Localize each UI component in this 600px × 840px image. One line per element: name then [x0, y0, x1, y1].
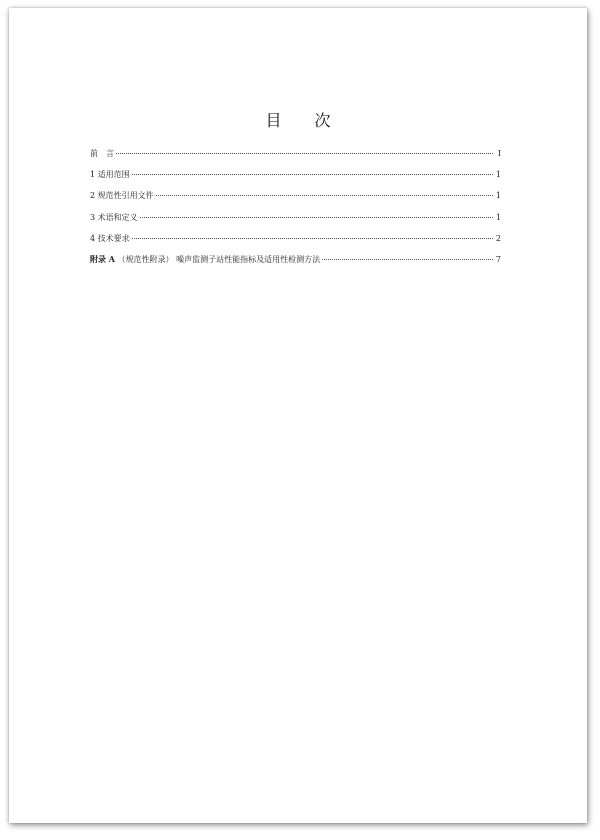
toc-entry-number: 附录 A — [90, 253, 115, 264]
dot-leader — [132, 238, 493, 239]
dot-leader — [322, 259, 493, 260]
dot-leader — [116, 153, 493, 154]
toc-title: 目 次 — [265, 111, 345, 130]
toc-page-number: 1 — [495, 170, 501, 180]
toc-entry-scope[interactable] — [90, 169, 501, 190]
toc-page-number: 1 — [495, 212, 501, 222]
toc-page-number: 1 — [495, 191, 501, 201]
toc-entry-number: 4 — [90, 233, 96, 243]
toc-entry-number: 2 — [90, 191, 96, 201]
toc-entry-normative-references[interactable] — [90, 190, 501, 211]
toc-entry-label: 术语和定义 — [97, 212, 138, 222]
toc-entry-label: 前 言 — [90, 149, 114, 158]
toc-entry-terms-definitions[interactable] — [90, 212, 501, 233]
toc-entry-number: 3 — [90, 212, 96, 222]
toc-entry-label: 适用范围 — [97, 170, 130, 180]
toc-page-number: I — [497, 149, 501, 158]
document-page — [9, 8, 587, 823]
dot-leader — [132, 174, 493, 175]
toc-entry-number: 1 — [90, 170, 96, 180]
toc-page-number: 7 — [495, 254, 501, 264]
toc-list — [90, 148, 501, 275]
toc-entry-label: （规范性附录） 噪声监测子站性能指标及适用性检测方法 — [117, 254, 321, 264]
toc-entry-preface[interactable] — [90, 148, 501, 169]
toc-page-number: 2 — [495, 233, 501, 243]
dot-leader — [140, 217, 493, 218]
toc-entry-label: 技术要求 — [97, 233, 130, 243]
toc-entry-technical-requirements[interactable] — [90, 233, 501, 254]
toc-entry-appendix-a[interactable] — [90, 254, 501, 275]
toc-entry-label: 规范性引用文件 — [97, 191, 154, 201]
dot-leader — [156, 195, 493, 196]
